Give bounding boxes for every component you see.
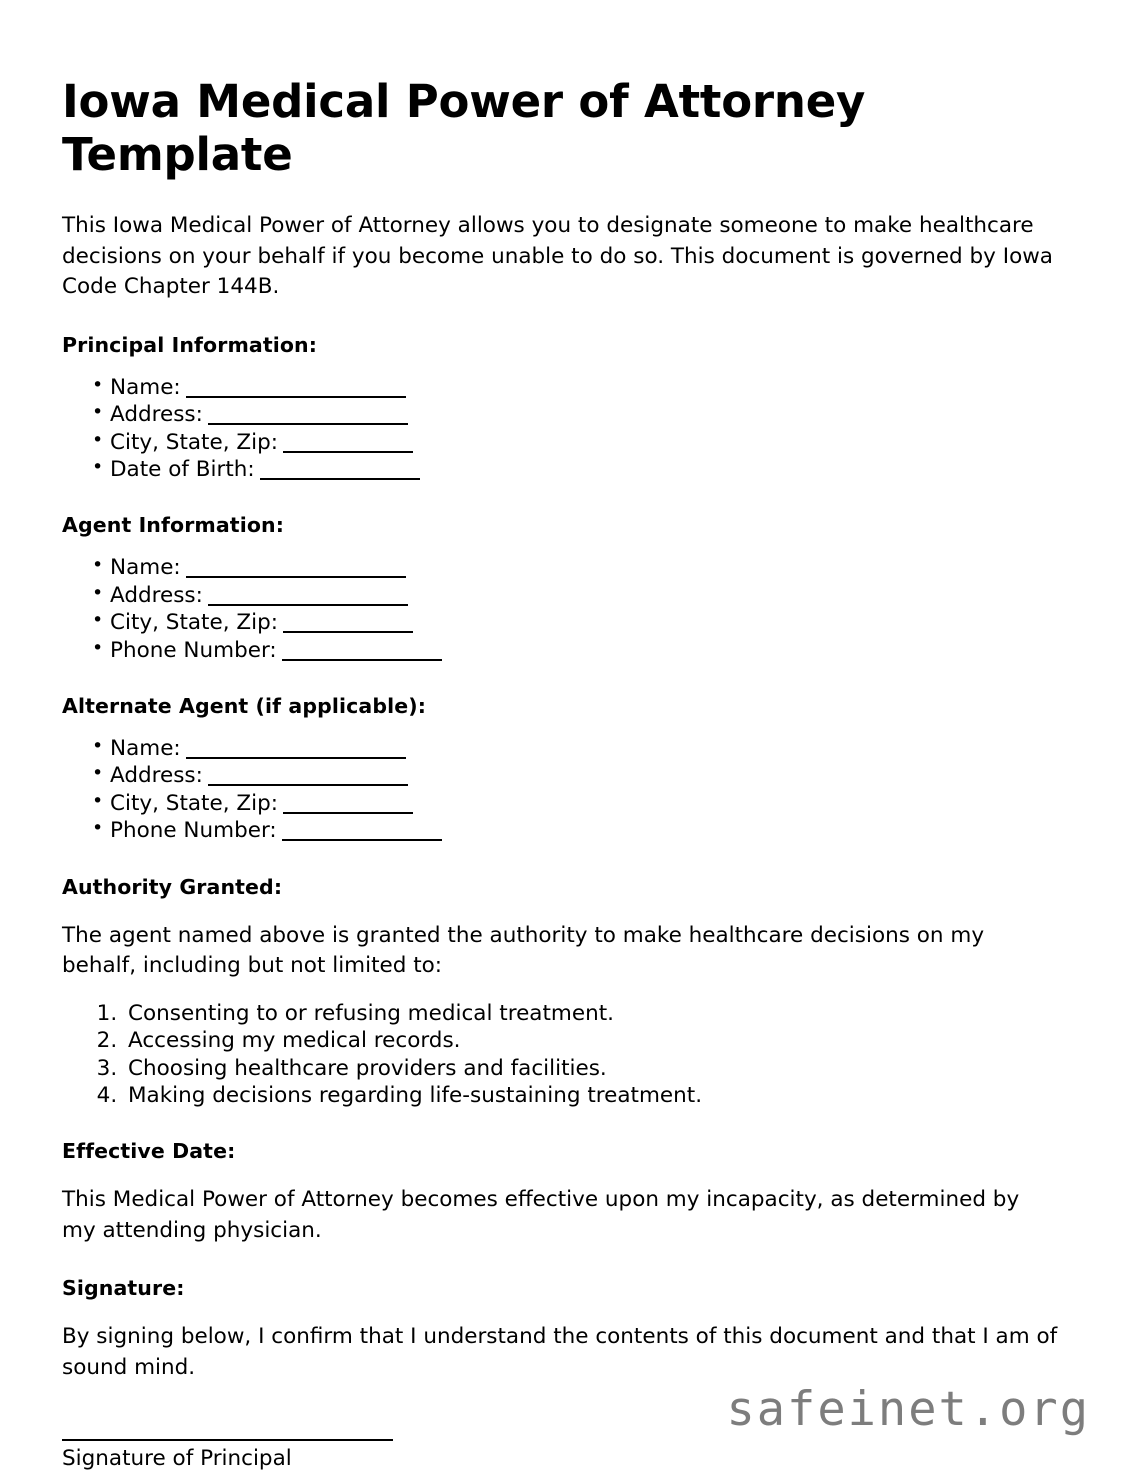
field-label: City, State, Zip: <box>110 610 278 636</box>
field-label: Name: <box>110 736 181 762</box>
field-blank-line[interactable] <box>208 784 408 786</box>
field-blank-line[interactable] <box>260 478 420 480</box>
field-row <box>92 429 1058 456</box>
field-label: Address: <box>110 402 203 428</box>
field-label: Phone Number: <box>110 818 277 844</box>
field-label: Address: <box>110 582 203 608</box>
field-blank-line[interactable] <box>186 757 406 759</box>
field-blank-line[interactable] <box>283 631 413 633</box>
field-blank-line[interactable] <box>283 451 413 453</box>
site-watermark: safeinet.org <box>726 1382 1090 1437</box>
field-blank-line[interactable] <box>282 659 442 661</box>
section-heading-principal-information: Principal Information: <box>62 332 318 357</box>
list-item: 4. Making decisions regarding life-sustaining treatment. <box>124 1082 1058 1109</box>
agent-fields-list <box>62 554 1058 664</box>
field-row <box>92 790 1058 817</box>
section-heading-alternate-agent: Alternate Agent (if applicable): <box>62 694 426 719</box>
field-blank-line[interactable] <box>186 576 406 578</box>
field-row <box>92 762 1058 789</box>
list-item: 1. Consenting to or refusing medical treatment. <box>124 1000 1058 1027</box>
field-blank-line[interactable] <box>208 423 408 425</box>
field-row <box>92 401 1058 428</box>
field-row <box>92 609 1058 636</box>
field-row <box>92 456 1058 483</box>
alternate-agent-fields-list <box>62 735 1058 845</box>
field-row <box>92 637 1058 664</box>
field-blank-line[interactable] <box>282 839 442 841</box>
field-label: Date of Birth: <box>110 457 255 483</box>
effective-date-paragraph: This Medical Power of Attorney becomes effective upon my incapacity, as determined by my attending physician. <box>62 1187 1020 1243</box>
field-label: Name: <box>110 374 181 400</box>
field-row <box>92 582 1058 609</box>
field-blank-line[interactable] <box>208 604 408 606</box>
field-label: City, State, Zip: <box>110 429 278 455</box>
section-heading-signature: Signature: <box>62 1276 185 1301</box>
section-heading-effective-date: Effective Date: <box>62 1139 236 1164</box>
signature-caption: Signature of Principal <box>62 1446 292 1472</box>
field-blank-line[interactable] <box>283 812 413 814</box>
field-row <box>92 374 1058 401</box>
signature-line[interactable] <box>62 1439 393 1441</box>
field-blank-line[interactable] <box>186 396 406 398</box>
signature-paragraph: By signing below, I confirm that I understand the contents of this document and that I am of sound mind. <box>62 1324 1058 1380</box>
field-label: Phone Number: <box>110 637 277 663</box>
field-row <box>92 554 1058 581</box>
authority-granted-list <box>62 1000 1058 1110</box>
page-title: Iowa Medical Power of Attorney Template <box>62 75 866 181</box>
field-label: Address: <box>110 763 203 789</box>
field-label: City, State, Zip: <box>110 790 278 816</box>
principal-fields-list <box>62 374 1058 484</box>
signature-block <box>62 1439 1058 1473</box>
field-row <box>92 817 1058 844</box>
authority-granted-paragraph: The agent named above is granted the authority to make healthcare decisions on my behalf, including but not limited to: <box>62 922 985 979</box>
field-row <box>92 735 1058 762</box>
field-label: Name: <box>110 555 181 581</box>
list-item: 3. Choosing healthcare providers and facilities. <box>124 1055 1058 1082</box>
section-heading-agent-information: Agent Information: <box>62 513 285 538</box>
list-item: 2. Accessing my medical records. <box>124 1027 1058 1054</box>
section-heading-authority-granted: Authority Granted: <box>62 874 283 899</box>
intro-paragraph: This Iowa Medical Power of Attorney allows you to designate someone to make healthcare decisions on your behalf if you become unable to do so. This document is governed by Iowa Code Chapter 144B. <box>62 213 1053 300</box>
